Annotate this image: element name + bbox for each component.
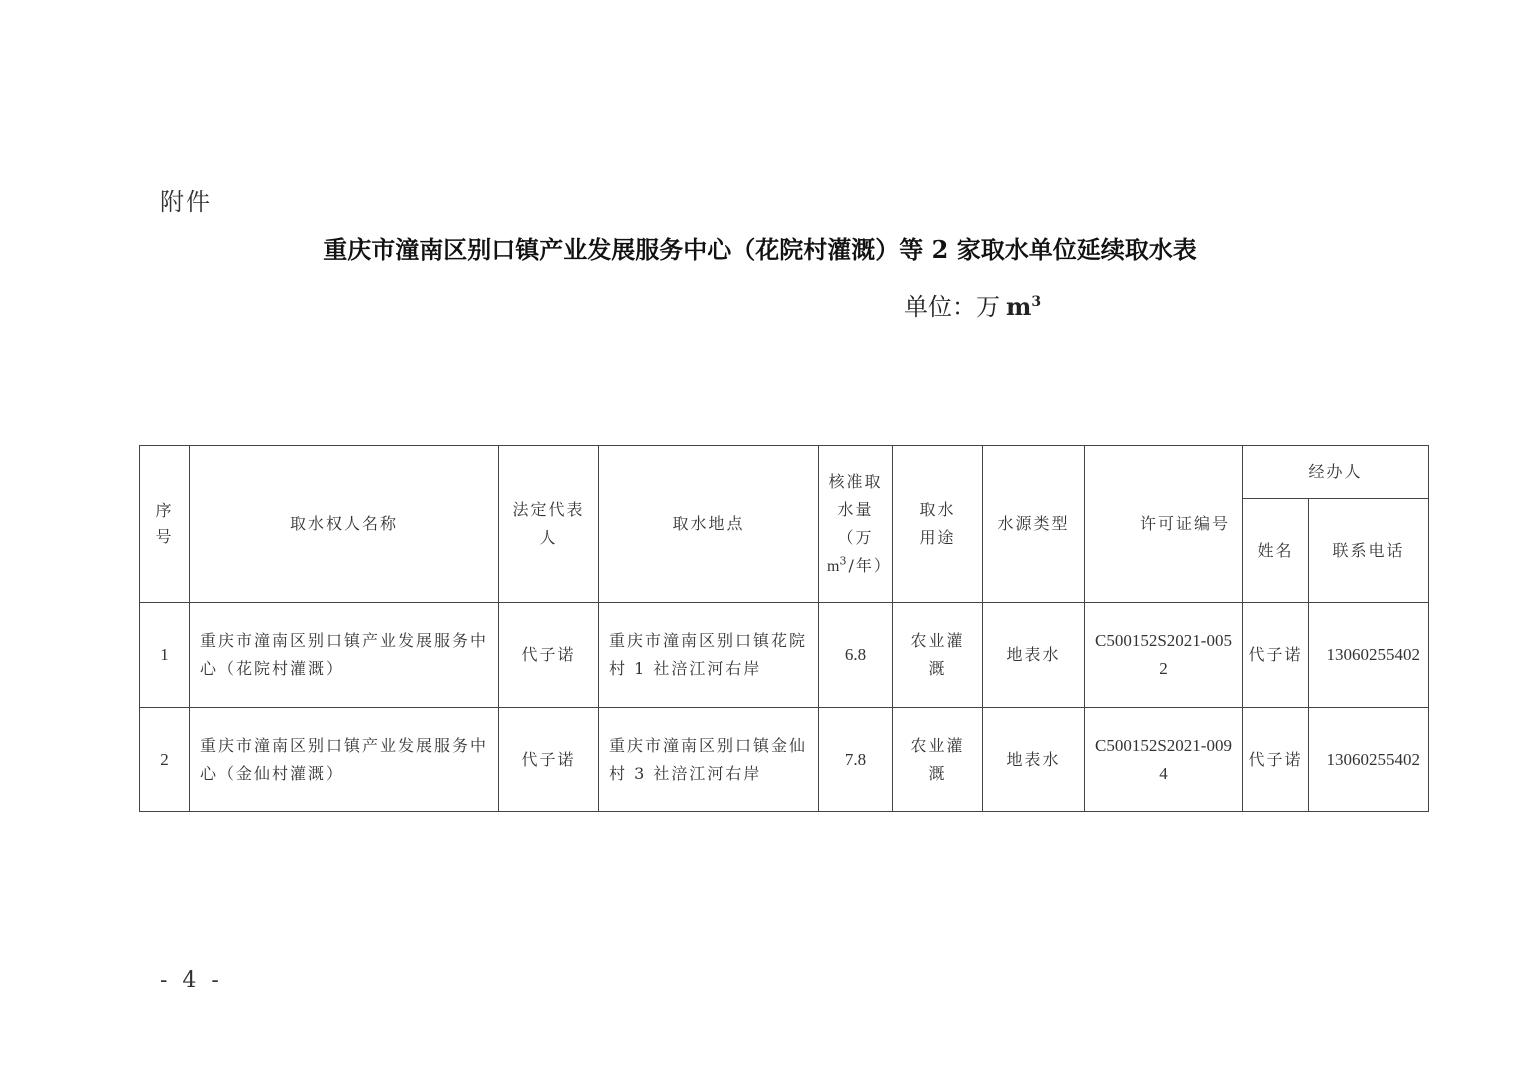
header-handler-phone: 联系电话 <box>1309 499 1429 603</box>
header-location: 取水地点 <box>599 446 819 603</box>
page-number: - 4 - <box>160 968 223 993</box>
row-volume: 6.8 <box>819 603 893 708</box>
row-location: 重庆市潼南区别口镇金仙村 3 社涪江河右岸 <box>599 708 819 812</box>
row-handler-name: 代子诺 <box>1243 708 1309 812</box>
row-holder: 重庆市潼南区别口镇产业发展服务中心（金仙村灌溉） <box>190 708 499 812</box>
header-handler-name: 姓名 <box>1243 499 1309 603</box>
row-handler-name: 代子诺 <box>1243 603 1309 708</box>
row-seq: 2 <box>140 708 190 812</box>
row-handler-phone: 13060255402 <box>1309 603 1429 708</box>
row-purpose: 农业灌溉 <box>893 603 983 708</box>
document-title: 重庆市潼南区别口镇产业发展服务中心（花院村灌溉）等 2 家取水单位延续取水表 <box>323 235 1197 264</box>
header-holder: 取水权人名称 <box>190 446 499 603</box>
unit-text: 单位：万 <box>904 293 1000 321</box>
header-source-type: 水源类型 <box>983 446 1085 603</box>
unit-label <box>904 287 1041 322</box>
unit-symbol: m <box>1006 292 1032 321</box>
unit-exponent: 3 <box>1031 294 1042 310</box>
row-holder: 重庆市潼南区别口镇产业发展服务中心（花院村灌溉） <box>190 603 499 708</box>
table-row <box>140 708 1429 812</box>
row-handler-phone: 13060255402 <box>1309 708 1429 812</box>
row-volume: 7.8 <box>819 708 893 812</box>
attachment-label: 附件 <box>160 188 212 216</box>
header-approved-volume-m: m <box>827 557 840 575</box>
header-legal-rep: 法定代表人 <box>499 446 599 603</box>
row-legal-rep: 代子诺 <box>499 603 599 708</box>
header-approved-volume <box>819 446 893 603</box>
header-seq: 序号 <box>140 446 190 603</box>
row-seq: 1 <box>140 603 190 708</box>
row-source-type: 地表水 <box>983 603 1085 708</box>
table-row <box>140 603 1429 708</box>
row-permit-no: C500152S2021-0052 <box>1085 603 1243 708</box>
header-approved-volume-tail: /年） <box>848 555 892 575</box>
row-permit-no: C500152S2021-0094 <box>1085 708 1243 812</box>
row-legal-rep: 代子诺 <box>499 708 599 812</box>
row-purpose: 农业灌溉 <box>893 708 983 812</box>
header-handler: 经办人 <box>1243 446 1429 499</box>
header-approved-volume-exp: 3 <box>839 554 849 568</box>
row-location: 重庆市潼南区别口镇花院村 1 社涪江河右岸 <box>599 603 819 708</box>
header-permit-no: 许可证编号 <box>1085 446 1243 603</box>
header-approved-volume-text: 核准取水量（万 <box>828 471 883 547</box>
row-source-type: 地表水 <box>983 708 1085 812</box>
header-purpose: 取水用途 <box>893 446 983 603</box>
water-permit-table <box>139 445 1429 812</box>
